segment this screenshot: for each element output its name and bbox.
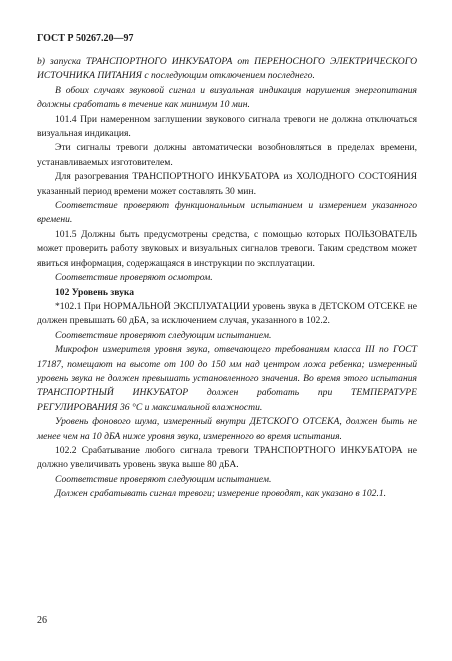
paragraph: *102.1 При НОРМАЛЬНОЙ ЭКСПЛУАТАЦИИ уровень звука в ДЕТСКОМ ОТСЕКЕ не должен превышать 60 дБА, за исключением случая, указанного в 102.2. [37,300,417,327]
document-page [37,32,417,502]
paragraph: Уровень фонового шума, измеренный внутри ДЕТСКОГО ОТСЕКА, должен быть не менее чем на 10 дБА ниже уровня звука, измеренного во время испытания. [37,416,417,442]
paragraph: В обоих случаях звуковой сигнал и визуальная индикация нарушения энергопитания должны сработать в течение как минимум 10 мин. [37,84,417,111]
paragraph: Микрофон измерителя уровня звука, отвечающего требованиям класса III по ГОСТ 17187, помещают на высоте от 100 до 150 мм над центром ложа ребенка; измеренный уровень звука не должен превышать установленного значения. Во время этого испытания ТРАНСПОРТНЫЙ ИНКУБАТОР должен работать при ТЕМПЕРАТУРЕ РЕГУЛИРОВАНИЯ 36 °С и максимальной влажности. [37,344,417,413]
document-body [37,55,417,502]
paragraph: Эти сигналы тревоги должны автоматически возобновляться в пределах времени, устанавливаемых изготовителем. [37,142,417,168]
page-number: 26 [37,615,47,626]
paragraph: Соответствие проверяют следующим испытанием. [55,473,272,485]
paragraph: Соответствие проверяют следующим испытанием. [55,329,272,341]
paragraph: Соответствие проверяют функциональным испытанием и измерением указанного времени. [37,200,417,226]
paragraph: Соответствие проверяют осмотром. [55,272,213,284]
paragraph: Для разогревания ТРАНСПОРТНОГО ИНКУБАТОРА из ХОЛОДНОГО СОСТОЯНИЯ указанный период времени может составлять 30 мин. [37,171,417,197]
paragraph: 102.2 Срабатывание любого сигнала тревоги ТРАНСПОРТНОГО ИНКУБАТОРА не должно увеличивать уровень звука выше 80 дБА. [37,444,417,471]
paragraph: b) запуска ТРАНСПОРТНОГО ИНКУБАТОРА от ПЕРЕНОСНОГО ЭЛЕКТРИЧЕСКОГО ИСТОЧНИКА ПИТАНИЯ с последующим отключением последнего. [37,56,417,82]
paragraph: 101.5 Должны быть предусмотрены средства, с помощью которых ПОЛЬЗОВАТЕЛЬ может проверить работу звуковых и визуальных сигналов тревоги. Таким средством может явиться информация, содержащаяся в инструкции по эксплуатации. [37,228,417,269]
paragraph: 101.4 При намеренном заглушении звукового сигнала тревоги не должна отключаться визуальная индикация. [37,113,417,140]
standard-header: ГОСТ Р 50267.20—97 [37,33,134,44]
paragraph: Должен срабатывать сигнал тревоги; измерение проводят, как указано в 102.1. [55,488,387,500]
paragraph: 102 Уровень звука [55,286,135,298]
